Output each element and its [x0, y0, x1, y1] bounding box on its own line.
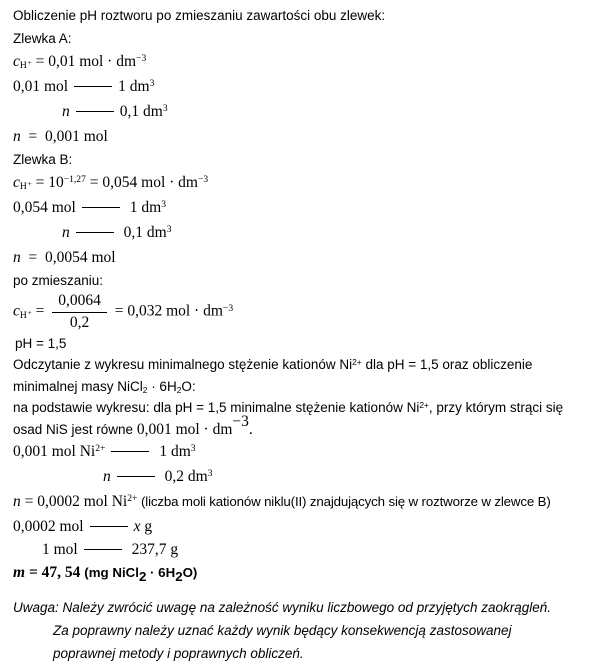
text-segment: 3 — [166, 224, 172, 236]
moles-ni-result — [13, 490, 599, 515]
fraction — [52, 292, 107, 332]
proportion-dash-line — [117, 476, 155, 477]
text-segment: O) — [182, 565, 198, 581]
moles-a-result — [13, 125, 599, 148]
text-segment: = 0,01 mol · dm — [31, 53, 137, 70]
text-segment: n — [62, 103, 70, 120]
text-segment: H — [19, 181, 27, 193]
text-segment: na podstawie wykresu: dla pH = 1,5 minimalne stężenie kationów Ni — [13, 400, 420, 416]
text-segment: 2+ — [352, 356, 362, 367]
text-segment: c — [13, 53, 20, 70]
text-segment: n — [13, 128, 21, 145]
text-segment: H — [19, 310, 27, 322]
text-segment: Zlewka A: — [13, 31, 72, 46]
beaker-a-label — [13, 27, 599, 50]
text-segment: 0,0002 mol — [13, 518, 84, 536]
text-segment: · 6H — [147, 378, 177, 394]
proportion-dash-line — [82, 207, 120, 208]
text-segment: H — [19, 60, 27, 72]
text-segment: · 6H — [146, 565, 176, 581]
note-line-1 — [13, 596, 599, 619]
text-segment: , przy którym strąci się — [428, 400, 564, 416]
text-segment: 1 dm — [125, 199, 162, 216]
text-segment: n — [13, 249, 21, 266]
proportion-dash-line — [84, 549, 122, 550]
proportion-ni-row-1 — [13, 440, 599, 465]
text-segment: Zlewka B: — [13, 152, 73, 167]
text-segment: = 10 — [31, 174, 64, 191]
text-segment: minimalnej masy NiCl — [13, 378, 143, 394]
text-segment: 2+ — [127, 493, 138, 505]
text-segment: = 0,0054 mol — [20, 249, 116, 266]
note-line-3 — [53, 642, 599, 665]
text-segment: g — [140, 518, 153, 536]
text-segment: O: — [181, 378, 196, 394]
proportion-mass-row-2 — [42, 538, 599, 561]
text-segment: −3 — [197, 174, 209, 186]
text-segment: + — [27, 58, 32, 68]
text-segment: + — [27, 307, 32, 317]
text-segment: pH = 1,5 — [15, 336, 67, 352]
fraction-denominator: 0,2 — [69, 313, 90, 331]
reading-paragraph-line-1 — [13, 355, 599, 377]
text-segment: poprawnej metody i poprawnych obliczeń. — [53, 646, 304, 662]
text-segment: 3 — [207, 468, 213, 480]
text-segment: Za poprawny należy uznać każdy wynik będący konsekwencją zastosowanej — [53, 623, 512, 639]
text-segment: = 47, 54 — [25, 564, 85, 582]
proportion-dash-line — [111, 451, 149, 452]
mass-result — [13, 561, 599, 584]
proportion-b-row-1 — [13, 196, 599, 221]
text-segment: 3 — [190, 443, 196, 455]
text-segment: = — [31, 302, 49, 320]
text-segment: c — [13, 302, 20, 320]
text-segment: 2 — [138, 568, 147, 584]
text-segment: 2+ — [95, 443, 106, 455]
proportion-a-row-1 — [13, 75, 599, 100]
text-segment: n — [13, 493, 21, 511]
text-segment: (mg NiCl — [84, 565, 139, 581]
after-mixing-label — [13, 269, 599, 292]
text-segment: −1,27 — [63, 174, 86, 186]
reading-paragraph-line-2 — [13, 377, 599, 399]
text-segment: = 0,0002 mol Ni — [20, 493, 128, 511]
text-segment: 0,1 dm — [119, 224, 167, 241]
proportion-dash-line — [90, 526, 128, 527]
text-segment: 0,2 dm — [160, 468, 208, 486]
text-segment: 2 — [142, 384, 148, 395]
text-segment: −3 — [232, 412, 249, 430]
proportion-dash-line — [76, 232, 114, 233]
text-segment: 1 mol — [42, 541, 78, 559]
text-segment: 237,7 g — [127, 541, 179, 559]
proportion-mass-row-1 — [13, 515, 599, 538]
proportion-b-row-2 — [62, 221, 599, 246]
text-segment: dla pH = 1,5 oraz obliczenie — [361, 357, 533, 373]
proportion-a-row-2 — [62, 100, 599, 125]
text-segment: 1 dm — [155, 443, 191, 461]
text-segment: = 0,054 mol · dm — [85, 174, 198, 191]
text-segment: = 0,001 mol — [20, 128, 108, 145]
text-segment: 1 dm — [118, 78, 150, 95]
text-segment: x — [133, 518, 141, 536]
fraction-numerator: 0,0064 — [52, 292, 107, 313]
equation-concentration-a — [13, 50, 599, 75]
proportion-ni-row-2 — [103, 465, 599, 490]
ph-result — [15, 332, 599, 355]
text-segment: n — [103, 468, 111, 486]
text-segment: 0,1 dm — [119, 103, 163, 120]
intro-line — [13, 4, 599, 27]
text-segment: n — [62, 224, 70, 241]
text-segment: −3 — [222, 302, 234, 314]
text-segment: c — [13, 174, 20, 191]
text-segment: 2 — [176, 384, 182, 395]
text-segment: Odczytanie z wykresu minimalnego stężenie kationów Ni — [13, 357, 353, 373]
text-segment: 3 — [149, 78, 155, 90]
moles-b-result — [13, 246, 599, 269]
text-segment: m — [13, 564, 26, 582]
text-segment: Obliczenie pH roztworu po zmieszaniu zawartości obu zlewek: — [13, 8, 386, 23]
text-segment: 0,01 mol — [13, 78, 69, 95]
text-segment: . — [248, 420, 253, 438]
text-segment: 3 — [161, 199, 166, 211]
text-segment: 2+ — [419, 399, 429, 410]
graph-basis-line-1 — [13, 398, 599, 420]
text-segment: osad NiS jest równe — [13, 421, 137, 437]
text-segment: −3 — [136, 53, 147, 65]
text-segment: 2 — [175, 568, 183, 584]
note-line-2 — [53, 619, 599, 642]
text-segment: 3 — [162, 103, 168, 115]
equation-concentration-b — [13, 171, 599, 196]
graph-basis-line-2 — [13, 412, 599, 441]
text-segment: 0,001 mol · dm — [136, 420, 233, 438]
text-segment: = 0,032 mol · dm — [110, 302, 223, 320]
text-segment: Uwaga: Należy zwrócić uwagę na zależność wyniku liczbowego od przyjętych zaokrągleń. — [13, 600, 552, 616]
text-segment: 0,001 mol Ni — [13, 443, 96, 461]
text-segment: + — [27, 179, 32, 189]
beaker-b-label — [13, 148, 599, 171]
proportion-dash-line — [74, 86, 112, 87]
text-segment: (liczba moli kationów niklu(II) znajdujących się w roztworze w zlewce B) — [137, 494, 551, 510]
text-segment: 0,054 mol — [13, 199, 76, 216]
proportion-dash-line — [76, 111, 114, 112]
equation-concentration-mixed — [13, 292, 599, 332]
text-segment: po zmieszaniu: — [13, 273, 104, 288]
